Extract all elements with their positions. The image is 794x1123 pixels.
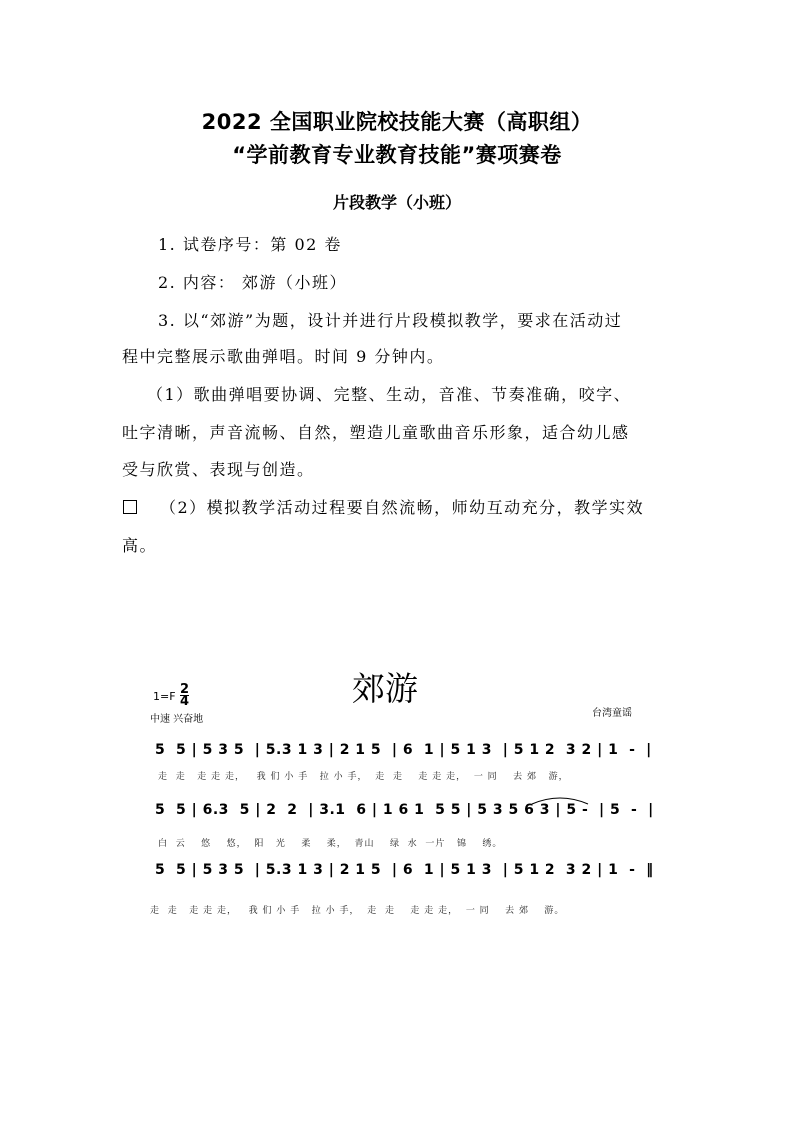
song-title: 郊游 [352,669,418,708]
item-content: 2. 内容： 郊游（小班） [158,273,347,292]
section-heading: 片段教学（小班） [332,193,461,212]
exam-title-line2: “学前教育专业教育技能”赛项赛卷 [232,143,562,167]
lyrics-line1: 走 走 走 走 走， 我 们 小 手 拉 小 手， 走 走 走 走 走， 一 同 去 郊 游， [158,772,569,782]
notation-line3: 5 5 | 5 3 5 | 5.3 1 3 | 2 1 5 | 6 1 | 5 1 3 | 5 1 2 3 2 | 1 - ‖ [155,862,654,878]
tempo-marking: 中速 兴奋地 [150,714,204,725]
item-task-line2: 程中完整展示歌曲弹唱。时间 9 分钟内。 [122,347,445,366]
item-task-line1: 3. 以“郊游”为题，设计并进行片段模拟教学，要求在活动过 [158,311,623,330]
notation-line2: 5 5 | 6.3 5 | 2 2 | 3.1 6 | 1 6 1 5 5 | 5 3 5 6 3 | 5 - | 5 - | [155,802,654,818]
time-signature [180,684,189,707]
requirement1-line2: 吐字清晰，声音流畅、自然，塑造儿童歌曲音乐形象，适合幼儿感 [122,423,630,442]
song-origin: 台湾童谣 [592,708,632,719]
item-paper-number: 1. 试卷序号：第 02 卷 [158,235,342,254]
notation-line1: 5 5 | 5 3 5 | 5.3 1 3 | 2 1 5 | 6 1 | 5 1 3 | 5 1 2 3 2 | 1 - | [155,742,652,758]
lyrics-line3: 走 走 走 走 走， 我 们 小 手 拉 小 手， 走 走 走 走 走， 一 同 去 郊 游。 [150,906,565,916]
slur-mark [530,792,590,806]
time-signature-top: 2 [180,682,190,697]
lyrics-line2: 白 云 悠 悠， 阳 光 柔 柔， 青山 绿 水 一片 锦 绣。 [158,839,503,849]
key-signature: 1=F [153,690,176,703]
time-signature-bottom: 4 [180,694,190,709]
requirement1-line3: 受与欣赏、表现与创造。 [122,460,315,479]
exam-title-line1: 2022 全国职业院校技能大赛（高职组） [201,110,593,134]
requirement2-line1: （2）模拟教学活动过程要自然流畅，师幼互动充分，教学实效 [160,498,645,517]
requirement1-line1: （1）歌曲弹唱要协调、完整、生动，音准、节奏准确，咬字、 [147,385,632,404]
checkbox[interactable] [123,500,137,514]
requirement2-line2: 高。 [122,536,158,555]
